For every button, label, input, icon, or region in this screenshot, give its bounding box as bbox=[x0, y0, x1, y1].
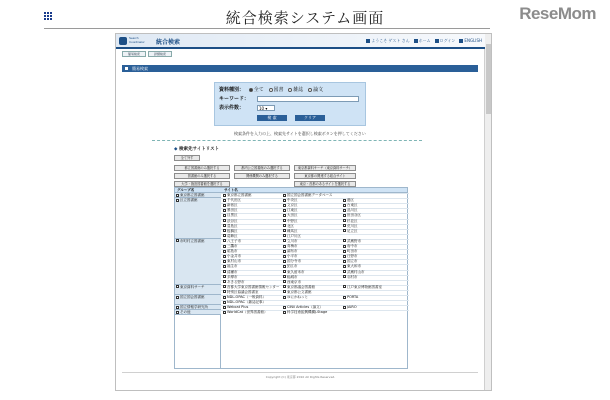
site-label: 江戸東京博物館図書室 bbox=[347, 284, 382, 289]
select-ward-libraries-button[interactable]: 都内公立図書館のみ選択する bbox=[234, 165, 290, 171]
site-checkbox[interactable] bbox=[223, 310, 283, 315]
site-label: 狛江市 bbox=[287, 264, 298, 269]
search-button[interactable]: 検 索 bbox=[257, 115, 287, 121]
checkbox-icon[interactable] bbox=[223, 265, 226, 268]
site-label: 千代田区 bbox=[227, 198, 241, 203]
checkbox-icon[interactable] bbox=[343, 250, 346, 253]
checkbox-icon[interactable] bbox=[283, 214, 286, 217]
checkbox-icon[interactable] bbox=[343, 199, 346, 202]
slide-title: 統合検索システム画面 bbox=[225, 9, 385, 27]
type-option-books[interactable]: 図書 bbox=[269, 87, 284, 93]
site-label: 武蔵野市 bbox=[347, 238, 361, 243]
checkbox-icon[interactable] bbox=[283, 296, 286, 299]
checkbox-icon[interactable] bbox=[283, 306, 286, 309]
checkbox-icon[interactable] bbox=[176, 194, 179, 197]
checkbox-icon[interactable] bbox=[223, 214, 226, 217]
site-list-title: ◆ 検索先サイトリスト bbox=[174, 147, 220, 152]
checkbox-icon[interactable] bbox=[283, 219, 286, 222]
search-form bbox=[214, 82, 366, 126]
site-label: 墨田区 bbox=[227, 208, 238, 213]
app-name: 統合検索 bbox=[156, 39, 181, 46]
checkbox-icon[interactable] bbox=[283, 250, 286, 253]
checkbox-icon[interactable] bbox=[176, 285, 179, 288]
site-label: 武蔵村山市 bbox=[347, 269, 365, 274]
checkbox-icon[interactable] bbox=[223, 239, 226, 242]
checkbox-icon[interactable] bbox=[223, 285, 226, 288]
checkbox-icon[interactable] bbox=[283, 229, 286, 232]
group-checkbox[interactable] bbox=[175, 310, 221, 315]
select-institutions-button[interactable]: 関係機関のみ選択する bbox=[234, 173, 290, 179]
checkbox-icon[interactable] bbox=[223, 209, 226, 212]
site-label: あきる野市 bbox=[227, 279, 245, 284]
welcome-text: ようこそ ゲスト さん bbox=[366, 38, 409, 44]
group-label: 東京都立図書館 bbox=[180, 193, 205, 197]
select-libraries-button[interactable]: 図書館のみ選択する bbox=[174, 173, 230, 179]
checkbox-icon[interactable] bbox=[223, 204, 226, 207]
tab-simple-search[interactable]: 簡易検索 bbox=[122, 51, 146, 57]
site-label: 小金井市 bbox=[227, 254, 241, 259]
checkbox-icon[interactable] bbox=[223, 219, 226, 222]
checkbox-icon[interactable] bbox=[343, 239, 346, 242]
site-label: 府中市 bbox=[347, 244, 358, 248]
checkbox-icon[interactable] bbox=[283, 311, 286, 314]
site-label: 東京都立図書館 bbox=[227, 193, 252, 197]
type-option-magazines[interactable]: 雑誌 bbox=[288, 87, 303, 93]
checkbox-icon[interactable] bbox=[223, 199, 226, 202]
site-label: 八王子市 bbox=[227, 238, 241, 243]
site-label: 板橋区 bbox=[227, 228, 238, 233]
title-divider bbox=[44, 28, 490, 29]
site-label: WorldCat（世界図書館） bbox=[227, 310, 268, 315]
checkbox-icon[interactable] bbox=[223, 275, 226, 278]
tab-detailed-search[interactable]: 詳細検索 bbox=[148, 51, 172, 57]
checkbox-icon[interactable] bbox=[223, 194, 226, 197]
keyword-label: キーワード： bbox=[219, 96, 250, 102]
site-label: 中央区 bbox=[287, 198, 298, 203]
checkbox-icon[interactable] bbox=[223, 306, 226, 309]
login-link[interactable]: ログイン bbox=[435, 38, 456, 44]
site-label: 渋谷区 bbox=[227, 218, 238, 223]
checkbox-icon[interactable] bbox=[283, 245, 286, 248]
site-label: 国立市 bbox=[347, 259, 358, 264]
site-table bbox=[174, 187, 408, 369]
checkbox-icon[interactable] bbox=[343, 306, 346, 309]
english-link[interactable]: ENGLISH bbox=[459, 38, 482, 44]
site-label: 日野市 bbox=[347, 254, 358, 259]
site-label: Webcat Plus bbox=[227, 305, 249, 310]
group-label: 区立図書館 bbox=[180, 198, 198, 203]
checkbox-icon[interactable] bbox=[283, 209, 286, 212]
site-label: 西東京市 bbox=[287, 279, 301, 284]
site-label: 国分寺市 bbox=[287, 259, 301, 264]
site-label: 北区 bbox=[287, 223, 294, 228]
material-type-row: 資料種別： 全て 図書 雑誌 論文 bbox=[219, 87, 324, 93]
site-label: ゆにかねっと bbox=[287, 295, 308, 299]
checkbox-icon[interactable] bbox=[343, 204, 346, 207]
group-column-header: グループ名 bbox=[177, 188, 195, 192]
checkbox-icon[interactable] bbox=[223, 229, 226, 232]
checkbox-icon[interactable] bbox=[283, 239, 286, 242]
site-label: 立川市 bbox=[287, 238, 298, 243]
checkbox-icon[interactable] bbox=[283, 204, 286, 207]
site-label: 品川区 bbox=[347, 208, 358, 213]
site-label: 港区 bbox=[347, 198, 354, 203]
site-label: 世田谷区 bbox=[347, 213, 361, 218]
group-label: 国立情報学研究所 bbox=[180, 305, 208, 310]
section-marker-icon bbox=[125, 67, 128, 70]
type-option-all[interactable]: 全て bbox=[249, 87, 264, 93]
checkbox-icon[interactable] bbox=[343, 229, 346, 232]
group-checkbox[interactable] bbox=[175, 285, 221, 295]
site-checkbox[interactable] bbox=[283, 310, 343, 315]
checkbox-icon[interactable] bbox=[343, 209, 346, 212]
site-label: 大田区 bbox=[287, 213, 298, 218]
checkbox-icon[interactable] bbox=[343, 296, 346, 299]
site-label: 東村山市 bbox=[227, 259, 241, 264]
app-logo-text: Search Coordinator bbox=[129, 36, 145, 44]
clear-button[interactable]: クリア bbox=[295, 115, 325, 121]
browser-window bbox=[115, 33, 492, 391]
site-label: 首都大学東京図書館情報センター bbox=[227, 284, 280, 289]
site-label: 台東区 bbox=[347, 203, 358, 208]
checkbox-icon[interactable] bbox=[283, 275, 286, 278]
section-header: 簡易検索 bbox=[122, 65, 478, 72]
site-label: 江戸川区 bbox=[287, 233, 301, 238]
checkbox-icon[interactable] bbox=[223, 301, 226, 304]
checkbox-icon[interactable] bbox=[223, 311, 226, 314]
site-label: 国立国会図書館データベース bbox=[287, 193, 333, 197]
site-label: NDL-OPAC（雑誌記事） bbox=[227, 300, 266, 305]
checkbox-icon[interactable] bbox=[223, 250, 226, 253]
checkbox-icon[interactable] bbox=[343, 285, 346, 288]
related-sites-button[interactable]: 東京都の関連する総合サイト bbox=[294, 173, 356, 179]
checkbox-icon[interactable] bbox=[343, 245, 346, 248]
tokyo-resource-search-button[interactable]: 東京都資料サーチ（東京資料サーチ） bbox=[294, 165, 356, 171]
checkbox-icon[interactable] bbox=[283, 224, 286, 227]
group-label: 東京資料サーチ bbox=[180, 284, 205, 289]
site-label: 練馬区 bbox=[287, 228, 298, 233]
checkbox-icon[interactable] bbox=[283, 255, 286, 258]
checkbox-icon[interactable] bbox=[343, 219, 346, 222]
site-label: 科学技術振興機構J-Stage bbox=[287, 310, 328, 315]
checkbox-icon[interactable] bbox=[283, 234, 286, 237]
site-label: 杉並区 bbox=[347, 218, 358, 223]
search-tabs bbox=[122, 51, 172, 57]
checkbox-icon[interactable] bbox=[343, 275, 346, 278]
count-select[interactable]: 10 ▾ bbox=[257, 105, 275, 111]
checkbox-icon[interactable] bbox=[176, 296, 179, 299]
checkbox-icon[interactable] bbox=[223, 234, 226, 237]
site-label: 足立区 bbox=[347, 228, 358, 233]
app-logo-icon bbox=[119, 37, 127, 45]
group-checkbox[interactable] bbox=[175, 239, 221, 285]
site-label: 清瀬市 bbox=[227, 269, 238, 274]
checkbox-icon[interactable] bbox=[343, 265, 346, 268]
site-column-header: サイト名 bbox=[224, 188, 238, 192]
top-links bbox=[366, 38, 482, 44]
checkbox-icon[interactable] bbox=[223, 245, 226, 248]
count-label: 表示件数： bbox=[219, 105, 245, 111]
checkbox-icon[interactable] bbox=[343, 270, 346, 273]
site-label: 多摩市 bbox=[227, 274, 238, 279]
checkbox-icon[interactable] bbox=[283, 270, 286, 273]
checkbox-icon[interactable] bbox=[283, 285, 286, 288]
checkbox-icon[interactable] bbox=[343, 214, 346, 217]
checkbox-icon[interactable] bbox=[283, 265, 286, 268]
site-label: 荒川区 bbox=[347, 223, 358, 228]
site-label: 昭島市 bbox=[227, 249, 238, 254]
checkbox-icon[interactable] bbox=[283, 260, 286, 263]
checkbox-icon[interactable] bbox=[283, 280, 286, 283]
site-label: 調布市 bbox=[287, 249, 298, 254]
checkbox-icon[interactable] bbox=[176, 311, 179, 314]
deselect-all-button[interactable]: 全て外す bbox=[174, 155, 200, 161]
site-label: 豊島区 bbox=[227, 223, 238, 228]
site-label: 町田市 bbox=[347, 249, 358, 254]
site-label: 東大和市 bbox=[347, 264, 361, 269]
site-label: 三鷹市 bbox=[227, 244, 238, 248]
site-label: 青梅市 bbox=[287, 244, 298, 248]
site-label: 葛飾区 bbox=[227, 233, 238, 238]
site-label: 文京区 bbox=[287, 203, 298, 208]
group-label: 市町村立図書館 bbox=[180, 238, 205, 243]
checkbox-icon[interactable] bbox=[223, 224, 226, 227]
scrollbar-thumb[interactable] bbox=[486, 44, 491, 114]
site-label: 中野区 bbox=[287, 218, 298, 223]
site-label: 新宿区 bbox=[227, 203, 238, 208]
checkbox-icon[interactable] bbox=[343, 260, 346, 263]
site-label: 稲城市 bbox=[287, 274, 298, 279]
group-label: 国立国会図書館 bbox=[180, 295, 205, 299]
type-option-papers[interactable]: 論文 bbox=[308, 87, 323, 93]
site-label: PORTA bbox=[347, 295, 359, 299]
select-capital-sites-button[interactable]: 東京・首都のあるサイトを選択する bbox=[294, 181, 356, 187]
site-label: 目黒区 bbox=[227, 213, 238, 218]
brand-logo: ReseMom bbox=[519, 4, 596, 23]
site-label: 江東区 bbox=[287, 208, 298, 213]
site-label: 特別区協議会図書室 bbox=[227, 289, 259, 294]
site-label: 小平市 bbox=[287, 254, 298, 259]
copyright: Copyright (C) 東京都 2010 All Rights Reserved. bbox=[265, 375, 336, 379]
checkbox-icon[interactable] bbox=[343, 255, 346, 258]
checkbox-icon[interactable] bbox=[223, 260, 226, 263]
checkbox-icon[interactable] bbox=[223, 255, 226, 258]
checkbox-icon[interactable] bbox=[223, 280, 226, 283]
vertical-scrollbar[interactable] bbox=[484, 34, 491, 390]
checkbox-icon[interactable] bbox=[223, 296, 226, 299]
group-checkbox[interactable] bbox=[175, 295, 221, 305]
site-label: 羽村市 bbox=[347, 274, 358, 279]
site-label: CiNii Articles（論文） bbox=[287, 305, 324, 310]
instruction-text: 検索条件を入力の上、検索先サイトを選択し検索ボタンを押してください bbox=[234, 131, 366, 136]
site-label: 東京都公文書館 bbox=[287, 289, 312, 294]
site-label: 東京都議会図書館 bbox=[287, 284, 315, 289]
select-metro-libraries-button[interactable]: 都立図書館のみ選択する bbox=[174, 165, 230, 171]
checkbox-icon[interactable] bbox=[176, 199, 179, 202]
checkbox-icon[interactable] bbox=[176, 306, 179, 309]
site-label: 福生市 bbox=[227, 264, 238, 269]
checkbox-icon[interactable] bbox=[223, 290, 226, 293]
footer-divider bbox=[122, 372, 478, 373]
keyword-input[interactable] bbox=[257, 96, 359, 102]
section-divider bbox=[152, 140, 422, 141]
home-link[interactable]: ホーム bbox=[414, 38, 431, 44]
site-label: JAIRO bbox=[347, 305, 357, 310]
checkbox-icon[interactable] bbox=[283, 199, 286, 202]
site-label: NDL-OPAC（一般資料） bbox=[227, 295, 266, 299]
select-university-libraries-button[interactable]: 大学・施設図書館を選択する bbox=[174, 181, 230, 187]
site-label: 東久留米市 bbox=[287, 269, 305, 274]
checkbox-icon[interactable] bbox=[223, 270, 226, 273]
checkbox-icon[interactable] bbox=[283, 290, 286, 293]
group-column bbox=[175, 193, 221, 368]
group-label: その他 bbox=[180, 310, 191, 315]
group-checkbox[interactable] bbox=[175, 198, 221, 239]
app-header bbox=[116, 34, 485, 49]
checkbox-icon[interactable] bbox=[343, 224, 346, 227]
checkbox-icon[interactable] bbox=[176, 239, 179, 242]
checkbox-icon[interactable] bbox=[283, 194, 286, 197]
